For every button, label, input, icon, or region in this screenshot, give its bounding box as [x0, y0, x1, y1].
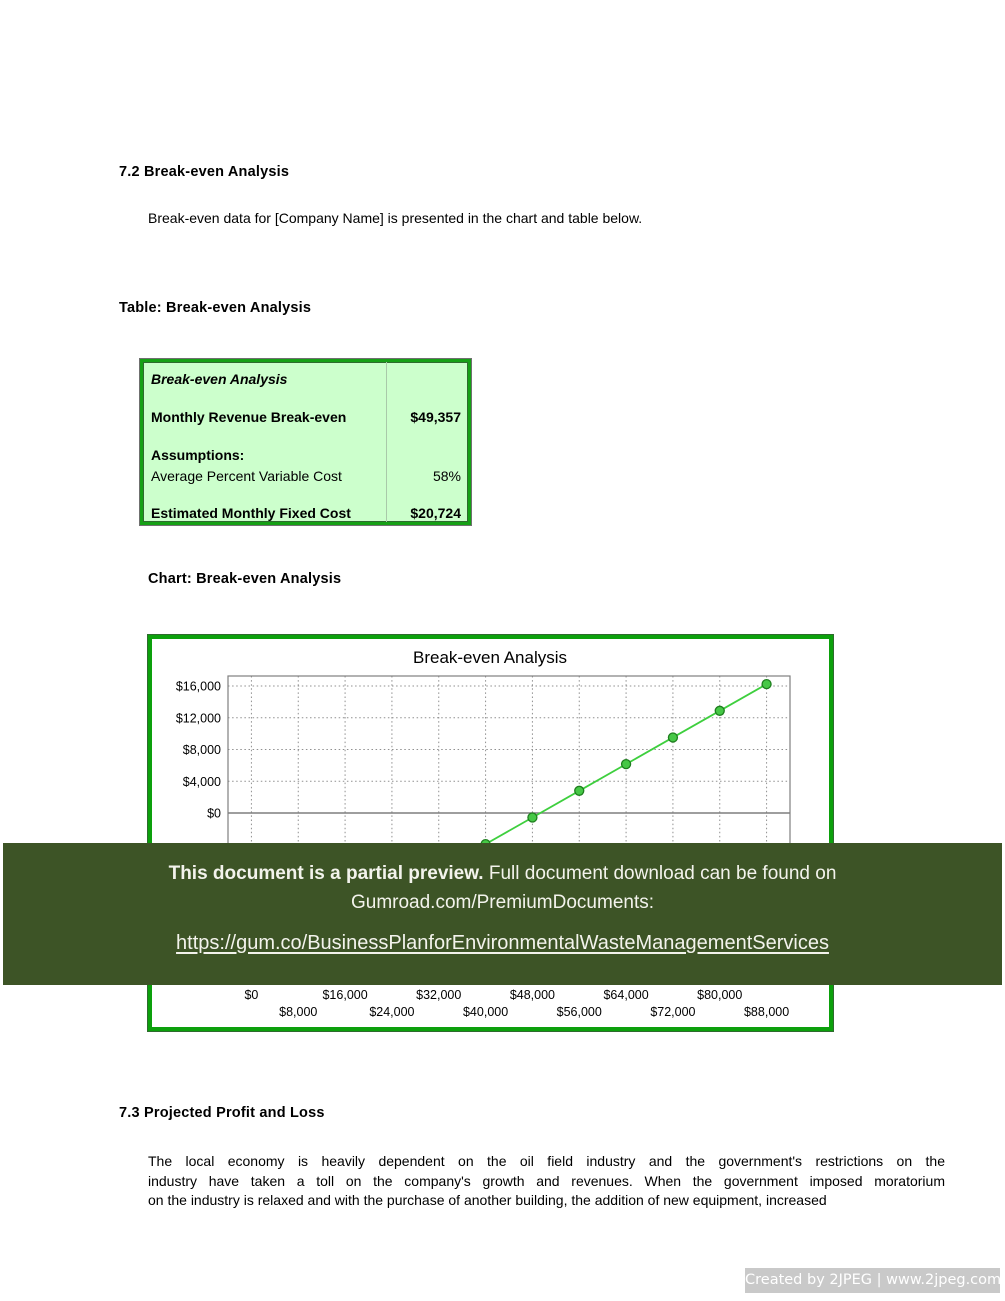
x-axis-tick-label: $48,000 [509, 988, 556, 1002]
x-axis-tick-label: $32,000 [416, 988, 462, 1002]
preview-banner-bold-text: This document is a partial preview. [168, 863, 484, 884]
x-axis-tick-label: $8,000 [279, 1005, 318, 1019]
avg-percent-variable-cost-value: 58% [432, 468, 461, 484]
section-7-2-heading: 7.2 Break-even Analysis [119, 164, 290, 180]
x-axis-tick-label: $16,000 [322, 988, 368, 1002]
x-axis-tick-label: $24,000 [369, 1005, 415, 1019]
y-axis-tick-label: $0 [207, 806, 221, 821]
section-7-3-heading: 7.3 Projected Profit and Loss [119, 1105, 325, 1121]
avg-percent-variable-cost-label: Average Percent Variable Cost [151, 468, 342, 484]
x-axis-tick-label: $64,000 [603, 988, 649, 1002]
monthly-revenue-breakeven-value: $49,357 [410, 409, 461, 425]
preview-banner-regular-text: Full document download can be found on Gumroad.com/PremiumDocuments: [350, 863, 837, 913]
estimated-monthly-fixed-cost-label: Estimated Monthly Fixed Cost [151, 505, 351, 521]
chart-caption: Chart: Break-even Analysis [148, 571, 342, 587]
y-axis-tick-label: $8,000 [182, 743, 221, 757]
table-row [151, 409, 461, 425]
paragraph-line: on the industry is relaxed and with the purchase of another building, the addition of new equipment, increased [148, 1192, 827, 1208]
monthly-revenue-breakeven-label: Monthly Revenue Break-even [151, 409, 347, 425]
section-7-3-paragraph [148, 1152, 945, 1211]
x-axis-tick-label: $56,000 [556, 1005, 602, 1019]
data-point [622, 760, 631, 769]
x-axis-tick-label: $0 [244, 988, 259, 1002]
x-axis-tick-label: $40,000 [462, 1005, 509, 1019]
y-axis-tick-label: $4,000 [182, 774, 221, 789]
x-axis-tick-label: $88,000 [743, 1005, 790, 1019]
footer-credit-badge: Created by 2JPEG | www.2jpeg.com [745, 1268, 1000, 1293]
x-axis-tick-label: $72,000 [650, 1005, 696, 1019]
breakeven-table-title: Break-even Analysis [151, 371, 288, 387]
x-axis-tick-label: $80,000 [697, 988, 743, 1002]
breakeven-table [140, 359, 471, 525]
table-caption: Table: Break-even Analysis [119, 300, 312, 316]
assumptions-label: Assumptions: [151, 447, 245, 463]
table-row [151, 447, 461, 463]
data-point [575, 786, 584, 795]
data-point [668, 733, 677, 742]
chart-title: Break-even Analysis [412, 648, 568, 667]
paragraph-line: The local economy is heavily dependent on the oil field industry and the government's restrictions on the [148, 1153, 945, 1169]
preview-banner-link[interactable]: https://gum.co/BusinessPlanforEnvironmentalWasteManagementServices [176, 932, 829, 954]
table-row [151, 505, 461, 521]
data-point [715, 706, 724, 715]
table-row [151, 468, 461, 484]
y-axis-tick-label: $16,000 [175, 679, 221, 694]
estimated-monthly-fixed-cost-value: $20,724 [410, 505, 461, 521]
data-point [762, 680, 771, 689]
preview-banner [3, 843, 1002, 985]
preview-banner-message [85, 859, 920, 917]
section-7-2-intro: Break-even data for [Company Name] is presented in the chart and table below. [148, 210, 643, 226]
paragraph-line: industry have taken a toll on the company's growth and revenues. When the government imposed moratorium [148, 1172, 945, 1189]
y-axis-tick-label: $12,000 [175, 711, 221, 726]
data-point [528, 813, 537, 822]
